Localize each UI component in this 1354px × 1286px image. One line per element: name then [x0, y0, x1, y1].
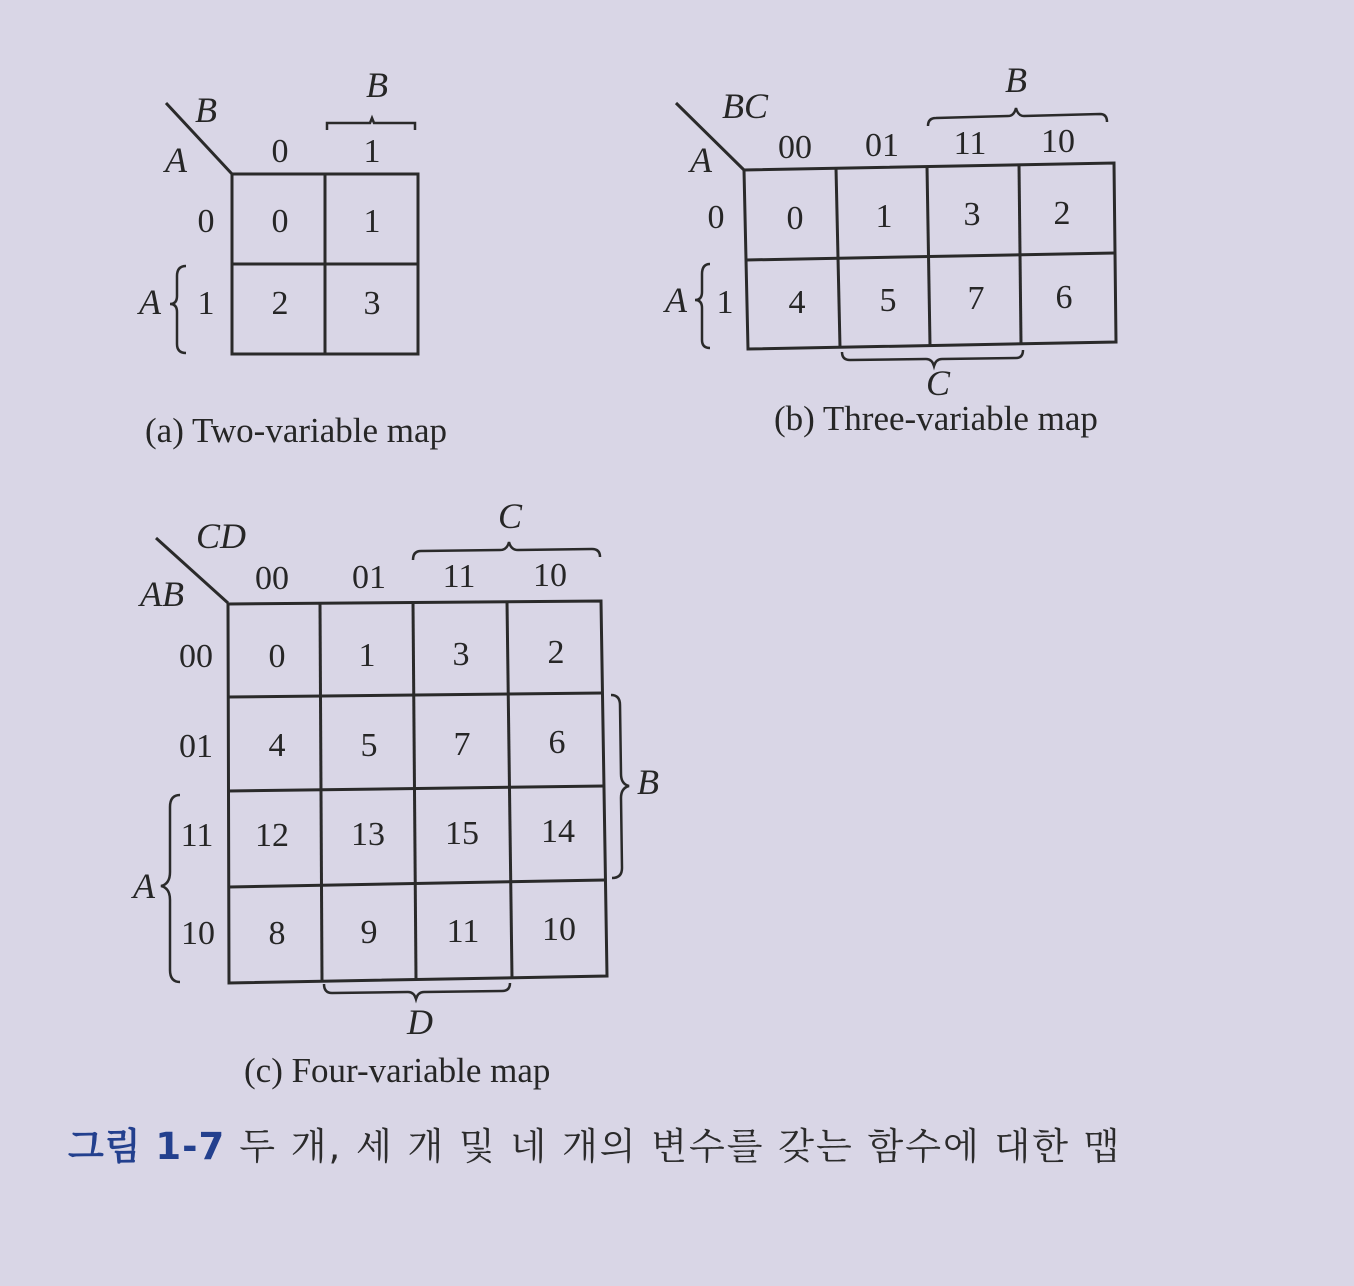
- map-cell: 7: [967, 280, 985, 317]
- row-header: 01: [179, 728, 213, 765]
- map-cell: 11: [446, 913, 480, 950]
- corner-row-variable: A: [690, 140, 712, 180]
- row-brace-a: [695, 264, 710, 348]
- col-header: 00: [255, 560, 289, 597]
- row-header: 10: [181, 915, 215, 952]
- figure-caption: [68, 1116, 1328, 1176]
- map-cell: 2: [547, 634, 565, 671]
- map-cell: 1: [875, 198, 893, 235]
- corner-col-variable: BC: [722, 86, 769, 126]
- top-brace-c: [413, 542, 600, 560]
- top-brace-label: C: [497, 496, 523, 536]
- col-header: 10: [533, 557, 567, 594]
- map-cell: 5: [879, 282, 897, 319]
- figure-caption-text: 두 개, 세 개 및 네 개의 변수를 갖는 함수에 대한 맵: [239, 1125, 1122, 1168]
- map-caption: (b) Three-variable map: [774, 399, 1098, 438]
- bottom-brace-label: C: [925, 363, 951, 403]
- right-brace-label: B: [637, 762, 659, 802]
- top-brace-label: B: [1005, 60, 1027, 100]
- corner-col-variable: B: [195, 90, 217, 130]
- row-brace-a: [170, 266, 186, 353]
- col-header: 11: [953, 125, 987, 162]
- three-variable-map: [663, 60, 1116, 438]
- map-cell: 15: [445, 815, 479, 852]
- col-brace-b: [327, 118, 415, 130]
- bottom-brace-d: [324, 983, 510, 999]
- row-brace-label: A: [665, 280, 687, 320]
- map-cell: 3: [363, 285, 381, 322]
- col-header: 00: [778, 129, 812, 166]
- map-cell: 3: [963, 196, 981, 233]
- row-header: 1: [716, 284, 734, 321]
- row-header: 00: [179, 638, 213, 675]
- map-cell: 1: [363, 203, 381, 240]
- col-header: 01: [352, 559, 386, 596]
- col-header: 0: [271, 133, 289, 170]
- map-cell: 13: [351, 816, 385, 853]
- col-header: 11: [442, 558, 476, 595]
- col-header: 10: [1041, 123, 1075, 160]
- map-cell: 12: [255, 817, 289, 854]
- right-brace-b: [611, 695, 629, 878]
- row-header: 0: [197, 203, 215, 240]
- map-cell: 4: [268, 727, 286, 764]
- map-cell: 6: [1055, 279, 1073, 316]
- corner-row-variable: AB: [140, 574, 184, 614]
- map-cell: 8: [268, 915, 286, 952]
- row-header: 11: [180, 817, 214, 854]
- map-cell: 3: [452, 636, 470, 673]
- map-cell: 9: [360, 914, 378, 951]
- top-brace-b: [928, 108, 1107, 126]
- map-caption: (c) Four-variable map: [244, 1051, 551, 1090]
- map-cell: 0: [268, 638, 286, 675]
- row-header: 1: [197, 285, 215, 322]
- corner-col-variable: CD: [196, 516, 247, 556]
- corner-row-variable: A: [165, 140, 187, 180]
- row-brace-label: A: [139, 282, 161, 322]
- map-cell: 7: [453, 726, 471, 763]
- map-cell: 2: [271, 285, 289, 322]
- left-brace-label: A: [133, 866, 155, 906]
- map-cell: 0: [786, 200, 804, 237]
- bottom-brace-label: D: [407, 1002, 433, 1042]
- col-header: 1: [363, 133, 381, 170]
- row-header: 0: [707, 199, 725, 236]
- map-cell: 2: [1053, 195, 1071, 232]
- col-header: 01: [865, 127, 899, 164]
- map-cell: 1: [358, 637, 376, 674]
- map-cell: 10: [542, 911, 576, 948]
- col-brace-label: B: [366, 65, 388, 105]
- map-cell: 4: [788, 284, 806, 321]
- two-variable-map: [137, 65, 447, 450]
- map-cell: 0: [271, 203, 289, 240]
- map-cell: 14: [541, 813, 575, 850]
- map-cell: 5: [360, 727, 378, 764]
- four-variable-map: [131, 496, 659, 1090]
- map-cell: 6: [548, 724, 566, 761]
- figure-caption-label: 그림 1-7: [68, 1125, 226, 1168]
- map-caption: (a) Two-variable map: [145, 411, 448, 450]
- left-brace-a: [161, 795, 180, 982]
